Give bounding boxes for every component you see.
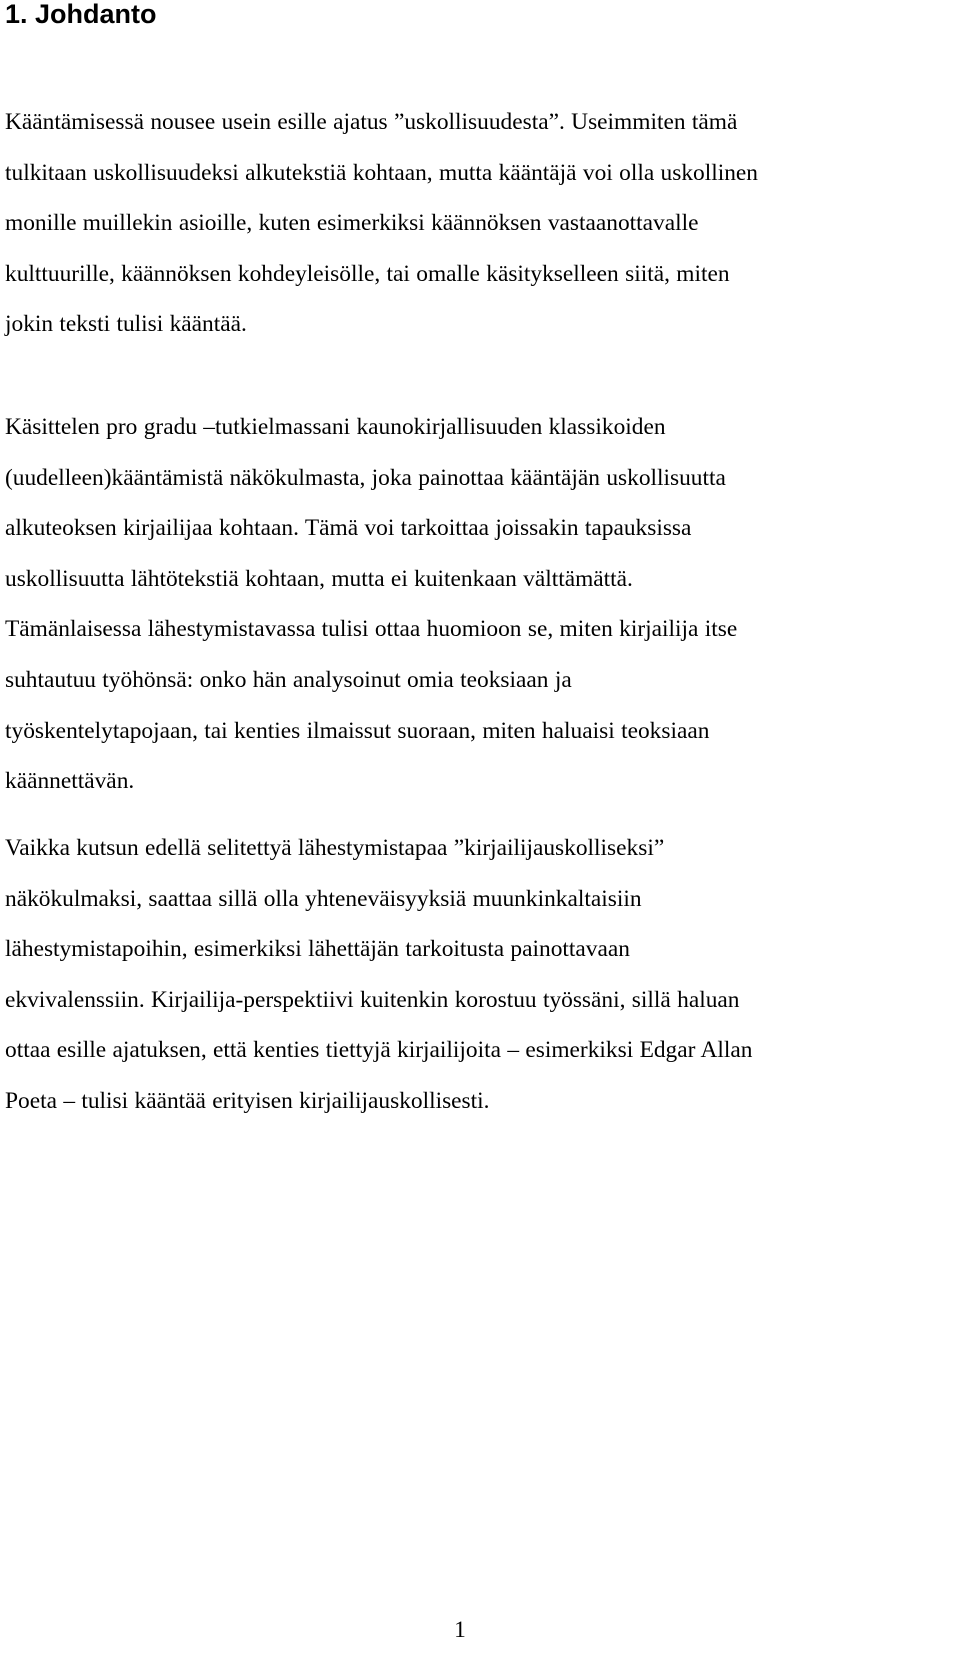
text-line: uskollisuutta lähtötekstiä kohtaan, mutta ei kuitenkaan välttämättä. [5, 565, 633, 592]
text-line: monille muillekin asioille, kuten esimerkiksi käännöksen vastaanottavalle [5, 210, 699, 237]
text-line: käännettävän. [5, 768, 135, 795]
text-line: kulttuurille, käännöksen kohdeyleisölle, tai omalle käsitykselleen siitä, miten [5, 260, 730, 287]
text-line: ekvivalenssiin. Kirjailija-perspektiivi kuitenkin korostuu työssäni, sillä haluan [5, 986, 740, 1013]
text-line: jokin teksti tulisi kääntää. [5, 311, 247, 338]
section-heading: 1. Johdanto [5, 0, 157, 29]
text-line: Kääntämisessä nousee usein esille ajatus ”uskollisuudesta”. Useimmiten tämä [5, 109, 738, 135]
text-line: näkökulmaksi, saattaa sillä olla yhteneväisyyksiä muunkinkaltaisiin [5, 885, 642, 912]
text-line: Poeta – tulisi kääntää erityisen kirjailijauskollisesti. [5, 1087, 490, 1114]
text-line: Vaikka kutsun edellä selitettyä lähestymistapaa ”kirjailijauskolliseksi” [5, 835, 665, 861]
text-line: Käsittelen pro gradu –tutkielmassani kaunokirjallisuuden klassikoiden [5, 414, 666, 440]
paragraph-1 [5, 97, 945, 350]
text-line: ottaa esille ajatuksen, että kenties tiettyjä kirjailijoita – esimerkiksi Edgar Allan [5, 1037, 753, 1064]
paragraph-2 [5, 402, 945, 807]
text-line: (uudelleen)kääntämistä näkökulmasta, joka painottaa kääntäjän uskollisuutta [5, 464, 726, 491]
text-line: lähestymistapoihin, esimerkiksi lähettäjän tarkoitusta painottavaan [5, 936, 630, 963]
paragraph-3 [5, 823, 945, 1127]
text-line: tulkitaan uskollisuudeksi alkutekstiä kohtaan, mutta kääntäjä voi olla uskollinen [5, 159, 759, 186]
text-line: työskentelytapojaan, tai kenties ilmaissut suoraan, miten haluaisi teoksiaan [5, 717, 710, 744]
text-line: alkuteoksen kirjailijaa kohtaan. Tämä voi tarkoittaa joissakin tapauksissa [5, 515, 692, 542]
text-line: suhtautuu työhönsä: onko hän analysoinut omia teoksiaan ja [5, 666, 572, 693]
page-number: 1 [454, 1617, 466, 1643]
text-line: Tämänlaisessa lähestymistavassa tulisi ottaa huomioon se, miten kirjailija itse [5, 616, 738, 643]
